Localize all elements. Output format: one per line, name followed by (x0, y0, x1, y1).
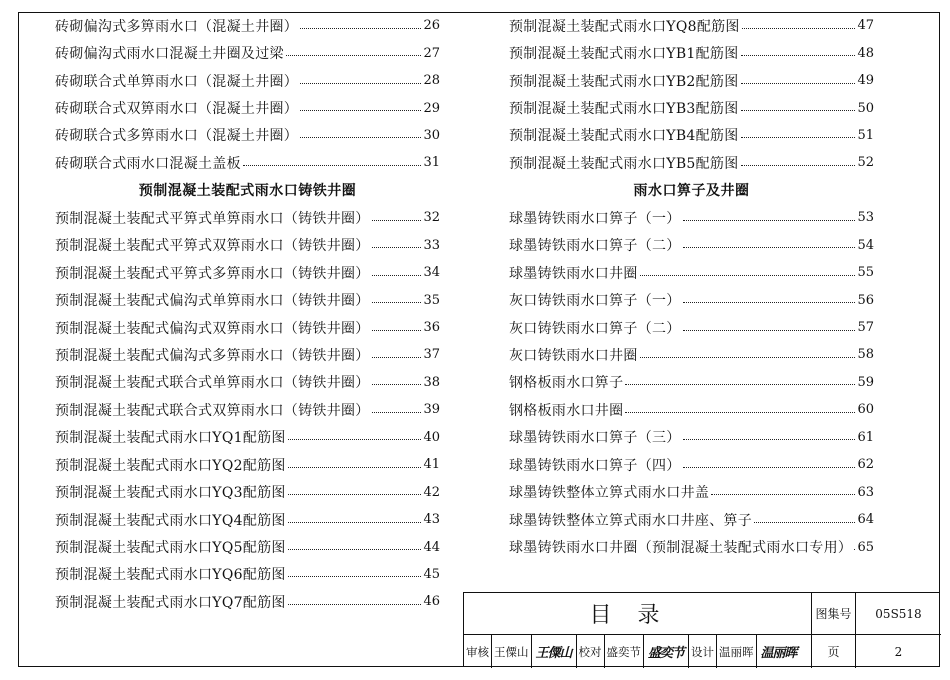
toc-entry-page: 39 (423, 402, 440, 418)
toc-entry[interactable] (55, 122, 440, 149)
toc-entry-title: 砖砌偏沟式雨水口混凝土井圈及过梁 (55, 46, 284, 63)
dot-leader (372, 383, 422, 385)
toc-entry-title: 砖砌联合式雨水口混凝土盖板 (55, 155, 241, 172)
toc-entry[interactable] (55, 588, 440, 615)
toc-entry-title: 预制混凝土装配式平箅式多箅雨水口（铸铁井圈） (55, 265, 370, 282)
toc-entry-page: 46 (423, 594, 440, 610)
toc-entry-title: 球墨铸铁雨水口箅子（四） (509, 457, 681, 474)
toc-entry[interactable] (509, 396, 874, 423)
toc-entry-page: 48 (857, 45, 874, 61)
toc-entry-page: 31 (423, 155, 440, 171)
dot-leader (683, 438, 856, 440)
check-label: 校对 (577, 635, 605, 668)
toc-entry[interactable] (55, 259, 440, 286)
toc-entry[interactable] (55, 67, 440, 94)
toc-entry-title: 预制混凝土装配式偏沟式双箅雨水口（铸铁井圈） (55, 320, 370, 337)
toc-entry-page: 30 (423, 127, 440, 143)
toc-entry-title: 砖砌偏沟式多箅雨水口（混凝土井圈） (55, 18, 299, 35)
toc-entry-page: 38 (423, 374, 440, 390)
dot-leader (300, 109, 421, 111)
toc-entry-page: 44 (423, 539, 440, 555)
dot-leader (288, 466, 422, 468)
toc-entry[interactable] (509, 478, 874, 505)
toc-entry-page: 28 (423, 73, 440, 89)
toc-entry-title: 球墨铸铁雨水口井圈 (509, 265, 638, 282)
toc-entry-title: 预制混凝土装配式联合式双箅雨水口（铸铁井圈） (55, 402, 370, 419)
toc-entry-title: 球墨铸铁雨水口井圈（预制混凝土装配式雨水口专用） (509, 540, 853, 557)
toc-entry[interactable] (509, 451, 874, 478)
dot-leader (372, 274, 422, 276)
toc-entry-page: 47 (857, 18, 874, 34)
check-name: 盛奕节 (605, 635, 645, 668)
dot-leader (640, 274, 856, 276)
toc-entry-title: 预制混凝土装配式雨水口YB2配筋图 (509, 73, 739, 90)
toc-entry[interactable] (509, 67, 874, 94)
toc-entry-page: 40 (423, 429, 440, 445)
dot-leader (683, 246, 856, 248)
toc-entry-page: 34 (423, 265, 440, 281)
toc-entry-page: 58 (857, 347, 874, 363)
dot-leader (741, 109, 856, 111)
dot-leader (741, 136, 856, 138)
section-heading: 预制混凝土装配式雨水口铸铁井圈 (138, 183, 357, 200)
toc-entry-title: 预制混凝土装配式偏沟式多箅雨水口（铸铁井圈） (55, 347, 370, 364)
toc-entry[interactable] (509, 39, 874, 66)
toc-entry-page: 56 (857, 292, 874, 308)
toc-entry-title: 预制混凝土装配式雨水口YB1配筋图 (509, 46, 739, 63)
toc-entry-page: 53 (857, 210, 874, 226)
dot-leader (741, 54, 856, 56)
toc-entry[interactable] (509, 12, 874, 39)
toc-entry-title: 钢格板雨水口井圈 (509, 402, 624, 419)
toc-entry-page: 59 (857, 374, 874, 390)
document-title: 目录 (464, 593, 812, 635)
toc-entry-page: 62 (857, 457, 874, 473)
dot-leader (288, 521, 422, 523)
dot-leader (372, 246, 422, 248)
review-name: 王僳山 (492, 635, 532, 668)
toc-entry-title: 球墨铸铁雨水口箅子（一） (509, 210, 681, 227)
toc-entry-page: 49 (857, 73, 874, 89)
dot-leader (683, 301, 856, 303)
toc-entry-title: 预制混凝土装配式雨水口YQ6配筋图 (55, 567, 286, 584)
design-name: 温丽晖 (717, 635, 757, 668)
toc-entry-title: 球墨铸铁整体立箅式雨水口井座、箅子 (509, 512, 753, 529)
toc-entry-page: 27 (423, 45, 440, 61)
toc-entry-page: 43 (423, 512, 440, 528)
toc-entry-page: 63 (857, 484, 874, 500)
dot-leader (288, 548, 422, 550)
toc-entry-title: 砖砌联合式双箅雨水口（混凝土井圈） (55, 101, 299, 118)
page-number: 2 (894, 644, 903, 659)
toc-entry-title: 预制混凝土装配式雨水口YQ4配筋图 (55, 512, 286, 529)
toc-entry-title: 球墨铸铁雨水口箅子（二） (509, 238, 681, 255)
dot-leader (300, 82, 421, 84)
toc-entry-page: 60 (857, 402, 874, 418)
toc-entry-page: 26 (423, 18, 440, 34)
dot-leader (742, 27, 856, 29)
design-label: 设计 (689, 635, 717, 668)
toc-entry[interactable] (55, 424, 440, 451)
toc-entry[interactable] (55, 314, 440, 341)
dot-leader (288, 438, 422, 440)
toc-entry[interactable] (55, 149, 440, 176)
toc-entry[interactable] (55, 396, 440, 423)
toc-entry-title: 预制混凝土装配式雨水口YB4配筋图 (509, 128, 739, 145)
toc-entry-title: 灰口铸铁雨水口井圈 (509, 347, 638, 364)
dot-leader (372, 411, 422, 413)
toc-entry[interactable] (55, 12, 440, 39)
toc-entry-page: 35 (423, 292, 440, 308)
toc-left-column (55, 12, 440, 616)
toc-entry-page: 55 (857, 265, 874, 281)
toc-entry[interactable] (509, 533, 874, 560)
toc-entry[interactable] (509, 424, 874, 451)
toc-entry-title: 灰口铸铁雨水口箅子（二） (509, 320, 681, 337)
toc-entry-title: 预制混凝土装配式平箅式单箅雨水口（铸铁井圈） (55, 210, 370, 227)
review-signature: 王僳山 (532, 635, 577, 668)
toc-entry-title: 钢格板雨水口箅子 (509, 375, 624, 392)
toc-entry-title: 预制混凝土装配式雨水口YQ3配筋图 (55, 485, 286, 502)
toc-entry[interactable] (55, 39, 440, 66)
toc-entry-page: 57 (857, 320, 874, 336)
dot-leader (711, 493, 855, 495)
toc-entry-page: 32 (423, 210, 440, 226)
toc-entry-title: 球墨铸铁整体立箅式雨水口井盖 (509, 485, 710, 502)
toc-entry[interactable] (509, 369, 874, 396)
toc-entry-title: 预制混凝土装配式雨水口YB5配筋图 (509, 155, 739, 172)
toc-entry-title: 砖砌联合式单箅雨水口（混凝土井圈） (55, 73, 299, 90)
toc-entry[interactable] (55, 94, 440, 121)
toc-entry[interactable] (509, 149, 874, 176)
toc-entry-page: 51 (857, 127, 874, 143)
toc-entry[interactable] (55, 506, 440, 533)
dot-leader (372, 329, 422, 331)
dot-leader (625, 383, 855, 385)
atlas-number-label: 图集号 (812, 593, 856, 635)
toc-entry-page: 37 (423, 347, 440, 363)
dot-leader (288, 603, 422, 605)
title-block (463, 592, 940, 667)
toc-entry-title: 预制混凝土装配式联合式单箅雨水口（铸铁井圈） (55, 375, 370, 392)
toc-entry[interactable] (55, 533, 440, 560)
dot-leader (372, 301, 422, 303)
toc-entry-page: 42 (423, 484, 440, 500)
dot-leader (640, 356, 856, 358)
toc-entry[interactable] (55, 232, 440, 259)
toc-entry-title: 预制混凝土装配式雨水口YQ5配筋图 (55, 540, 286, 557)
toc-entry-page: 61 (857, 429, 874, 445)
dot-leader (854, 548, 855, 550)
design-signature: 温丽晖 (760, 646, 797, 661)
toc-entry[interactable] (509, 122, 874, 149)
toc-entry-page: 41 (423, 457, 440, 473)
toc-entry[interactable] (55, 286, 440, 313)
dot-leader (300, 27, 421, 29)
toc-entry-page: 33 (423, 237, 440, 253)
atlas-number-value: 05S518 (856, 593, 941, 635)
toc-entry-title: 预制混凝土装配式雨水口YQ2配筋图 (55, 457, 286, 474)
dot-leader (286, 54, 422, 56)
toc-entry-page: 29 (423, 100, 440, 116)
toc-entry-page: 54 (857, 237, 874, 253)
toc-entry[interactable] (55, 369, 440, 396)
dot-leader (741, 164, 856, 166)
toc-entry-title: 预制混凝土装配式雨水口YB3配筋图 (509, 101, 739, 118)
toc-entry[interactable] (509, 286, 874, 313)
toc-entry[interactable] (509, 506, 874, 533)
dot-leader (625, 411, 855, 413)
dot-leader (300, 136, 421, 138)
toc-entry-title: 球墨铸铁雨水口箅子（三） (509, 430, 681, 447)
toc-entry[interactable] (509, 94, 874, 121)
toc-entry-title: 预制混凝土装配式平箅式双箅雨水口（铸铁井圈） (55, 238, 370, 255)
toc-entry[interactable] (509, 204, 874, 231)
page-label: 页 (812, 635, 856, 668)
dot-leader (288, 575, 422, 577)
dot-leader (372, 219, 422, 221)
toc-entry-title: 预制混凝土装配式雨水口YQ7配筋图 (55, 594, 286, 611)
toc-entry[interactable] (509, 259, 874, 286)
dot-leader (754, 521, 855, 523)
toc-entry-title: 砖砌联合式多箅雨水口（混凝土井圈） (55, 128, 299, 145)
toc-entry[interactable] (55, 204, 440, 231)
toc-entry[interactable] (509, 232, 874, 259)
dot-leader (243, 164, 422, 166)
toc-entry-title: 预制混凝土装配式雨水口YQ8配筋图 (509, 18, 740, 35)
toc-entry-page: 52 (857, 155, 874, 171)
toc-entry-page: 45 (423, 566, 440, 582)
section-heading: 雨水口箅子及井圈 (633, 183, 750, 200)
toc-entry-title: 预制混凝土装配式雨水口YQ1配筋图 (55, 430, 286, 447)
toc-entry[interactable] (509, 341, 874, 368)
toc-entry[interactable] (55, 451, 440, 478)
signature-row (464, 635, 812, 668)
toc-entry[interactable] (509, 314, 874, 341)
check-signature: 盛奕节 (644, 635, 689, 668)
dot-leader (683, 466, 856, 468)
dot-leader (741, 82, 856, 84)
toc-entry-title: 预制混凝土装配式偏沟式单箅雨水口（铸铁井圈） (55, 293, 370, 310)
toc-entry-page: 50 (857, 100, 874, 116)
dot-leader (683, 219, 856, 221)
toc-entry[interactable] (55, 341, 440, 368)
dot-leader (288, 493, 422, 495)
toc-entry-page: 65 (857, 539, 874, 555)
toc-entry-page: 64 (857, 512, 874, 528)
toc-entry[interactable] (55, 478, 440, 505)
review-label: 审核 (464, 635, 492, 668)
toc-entry-title: 灰口铸铁雨水口箅子（一） (509, 293, 681, 310)
toc-entry[interactable] (55, 561, 440, 588)
toc-right-column (509, 12, 874, 561)
dot-leader (372, 356, 422, 358)
toc-entry-page: 36 (423, 320, 440, 336)
dot-leader (683, 329, 856, 331)
